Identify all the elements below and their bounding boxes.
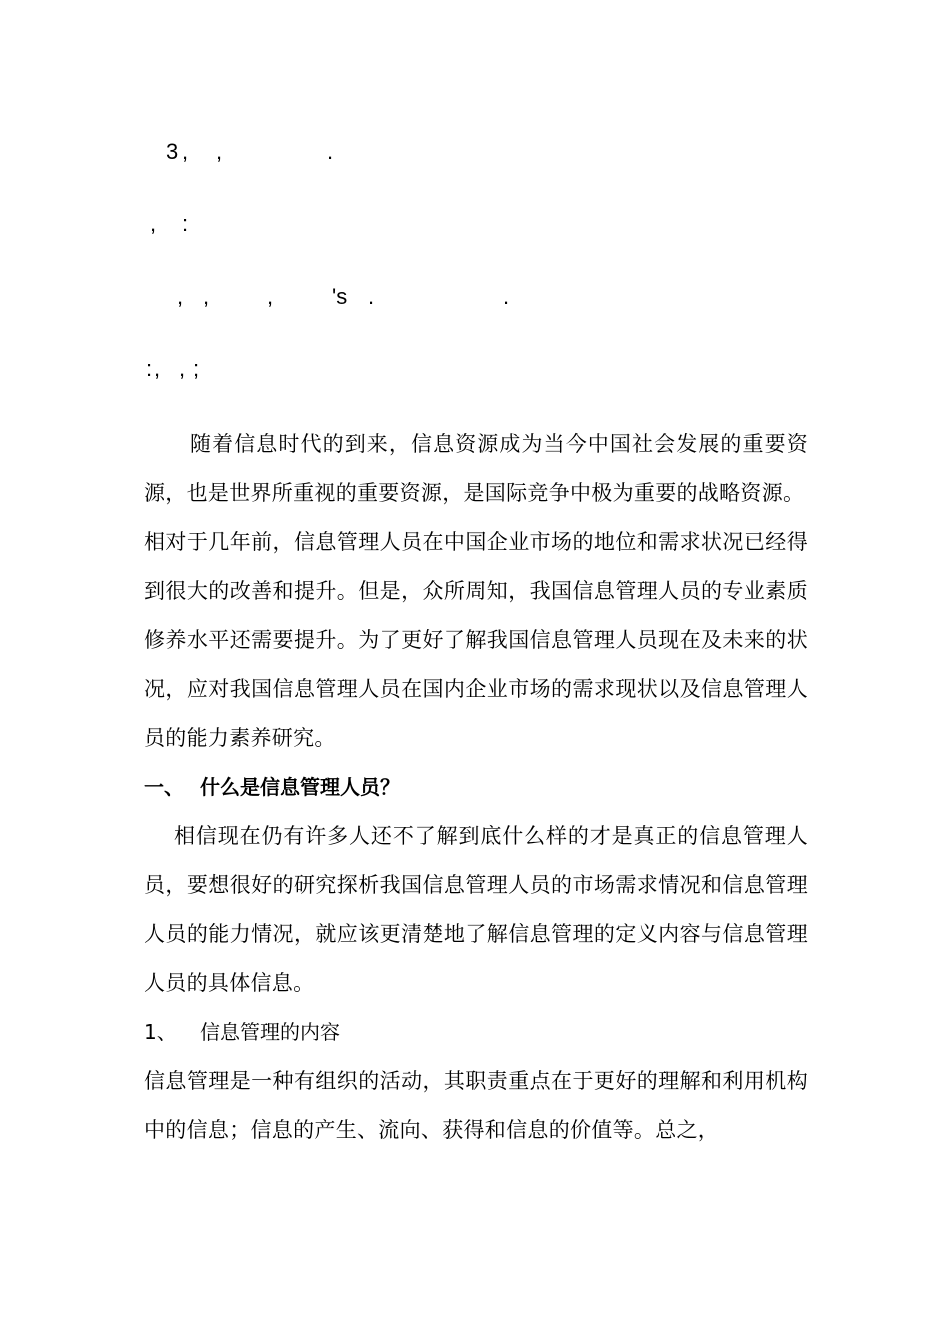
fragment-text: 's — [332, 284, 348, 309]
fragment-text: ; — [193, 356, 200, 381]
fragment-text: 3 — [166, 139, 179, 164]
fragment-text: , — [203, 284, 210, 309]
fragment-text: : — [182, 211, 189, 236]
fragment-text: : — [146, 356, 153, 381]
fragment-line-4 — [0, 354, 950, 384]
document-body — [144, 420, 808, 1155]
intro-paragraph: 随着信息时代的到来，信息资源成为当今中国社会发展的重要资源，也是世界所重视的重要资源，是国际竞争中极为重要的战略资源。 — [144, 432, 808, 505]
fragment-line-2 — [0, 209, 950, 239]
fragment-line-1 — [0, 137, 950, 167]
fragment-text: , — [179, 356, 186, 381]
fragment-text: , — [267, 284, 274, 309]
fragment-text: . — [327, 139, 334, 164]
section-title: 什么是信息管理人员？ — [200, 775, 400, 799]
subsection-number: 1、 — [144, 1020, 177, 1044]
fragment-line-3 — [0, 282, 950, 312]
background-paragraph: 相对于几年前，信息管理人员在中国企业市场的地位和需求状况已经得到很大的改善和提升。但是，众所周知，我国信息管理人员的专业素质修养水平还需要提升。为了更好了解我国信息管理人员现在及未来的状况，应对我国信息管理人员在国内企业市场的需求现状以及信息管理人员的能力素养研究。 — [144, 530, 808, 750]
fragment-text: , — [177, 284, 184, 309]
section-number: 一、 — [144, 775, 184, 799]
definition-paragraph: 信息管理是一种有组织的活动，其职责重点在于更好的理解和利用机构中的信息；信息的产生、流向、获得和信息的价值等。总之， — [144, 1069, 808, 1142]
fragment-text: , — [154, 356, 161, 381]
fragment-text: . — [503, 284, 510, 309]
fragment-text: , — [182, 139, 189, 164]
fragment-text: , — [216, 139, 223, 164]
subsection-heading — [144, 1008, 808, 1057]
section-heading — [144, 763, 808, 812]
section-paragraph: 相信现在仍有许多人还不了解到底什么样的才是真正的信息管理人员，要想很好的研究探析我国信息管理人员的市场需求情况和信息管理人员的能力情况，就应该更清楚地了解信息管理的定义内容与信息管理人员的具体信息。 — [144, 824, 808, 995]
subsection-title: 信息管理的内容 — [200, 1020, 340, 1044]
fragment-text: , — [150, 211, 157, 236]
fragment-text: . — [368, 284, 375, 309]
